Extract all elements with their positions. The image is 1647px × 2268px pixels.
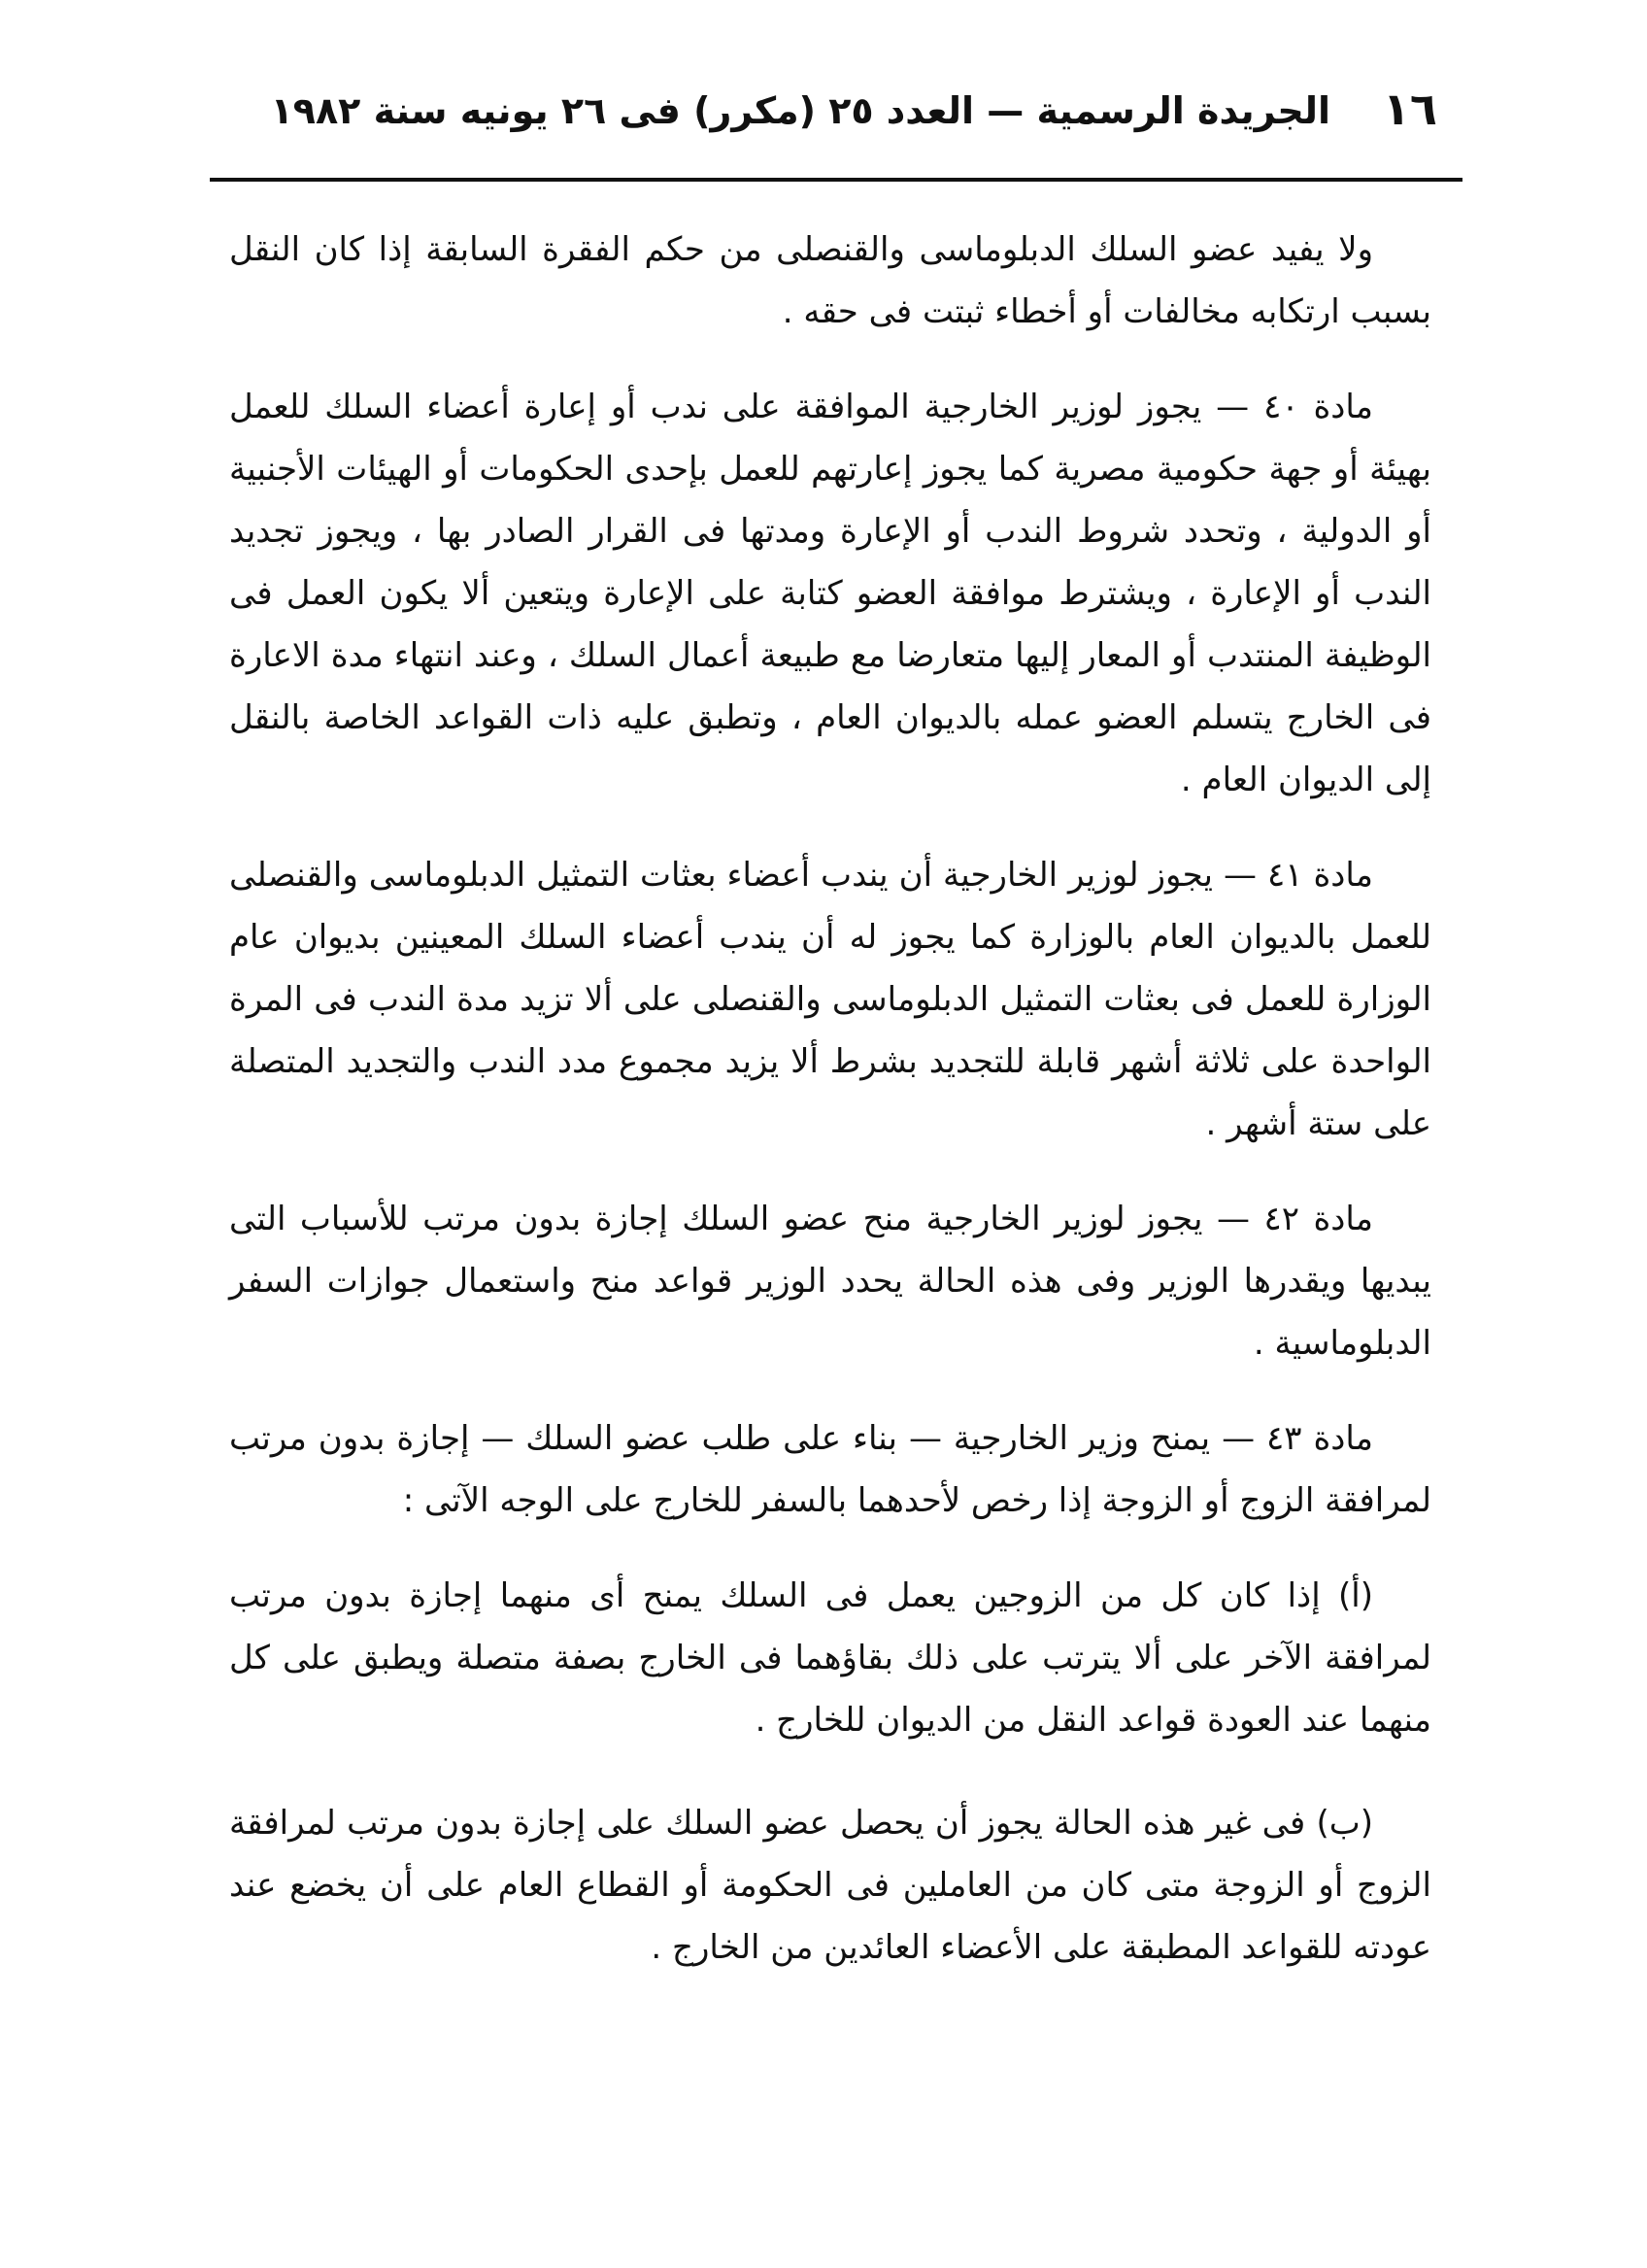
header-divider (210, 178, 1462, 182)
document-body (229, 219, 1431, 1979)
page-number: ١٦ (1382, 83, 1437, 135)
article-43-clause-b: (ب) فى غير هذه الحالة يجوز أن يحصل عضو السلك على إجازة بدون مرتب لمرافقة الزوج أو الزوجة متى كان من العاملين فى الحكومة أو القطاع العام على أن يخضع عند عودته للقواعد المطبقة على الأعضاء العائدين من الخارج . (229, 1804, 1431, 1967)
article-43: مادة ٤٣ — يمنح وزير الخارجية — بناء على طلب عضو السلك — إجازة بدون مرتب لمرافقة الزوج أو الزوجة إذا رخص لأحدهما بالسفر للخارج على الوجه الآتى : (229, 1419, 1431, 1520)
page-header (233, 80, 1437, 148)
paragraph-transfer-exception: ولا يفيد عضو السلك الدبلوماسى والقنصلى من حكم الفقرة السابقة إذا كان النقل بسبب ارتكابه مخالفات أو أخطاء ثبتت فى حقه . (229, 230, 1431, 331)
gazette-header-title: الجريدة الرسمية — العدد ٢٥ (مكرر) فى ٢٦ يونيه سنة ١٩٨٢ (270, 89, 1330, 132)
article-41: مادة ٤١ — يجوز لوزير الخارجية أن يندب أعضاء بعثات التمثيل الدبلوماسى والقنصلى للعمل بالديوان العام بالوزارة كما يجوز له أن يندب أعضاء السلك المعينين بديوان عام الوزارة للعمل فى بعثات التمثيل الدبلوماسى والقنصلى على ألا تزيد مدة الندب فى المرة الواحدة على ثلاثة أشهر قابلة للتجديد بشرط ألا يزيد مجموع مدد الندب والتجديد المتصلة على ستة أشهر . (229, 856, 1431, 1143)
article-42: مادة ٤٢ — يجوز لوزير الخارجية منح عضو السلك إجازة بدون مرتب للأسباب التى يبديها ويقدرها الوزير وفى هذه الحالة يحدد الوزير قواعد منح واستعمال جوازات السفر الدبلوماسية . (229, 1200, 1431, 1363)
article-40: مادة ٤٠ — يجوز لوزير الخارجية الموافقة على ندب أو إعارة أعضاء السلك للعمل بهيئة أو جهة حكومية مصرية كما يجوز إعارتهم للعمل بإحدى الحكومات أو الهيئات الأجنبية أو الدولية ، وتحدد شروط الندب أو الإعارة ومدتها فى القرار الصادر بها ، ويجوز تجديد الندب أو الإعارة ، ويشترط موافقة العضو كتابة على الإعارة ويتعين ألا يكون العمل فى الوظيفة المنتدب أو المعار إليها متعارضا مع طبيعة أعمال السلك ، وعند انتهاء مدة الاعارة فى الخارج يتسلم العضو عمله بالديوان العام ، وتطبق عليه ذات القواعد الخاصة بالنقل إلى الديوان العام . (229, 388, 1431, 799)
article-43-clause-a: (أ) إذا كان كل من الزوجين يعمل فى السلك يمنح أى منهما إجازة بدون مرتب لمرافقة الآخر على ألا يترتب على ذلك بقاؤهما فى الخارج بصفة متصلة ويطبق على كل منهما عند العودة قواعد النقل من الديوان للخارج . (229, 1576, 1431, 1740)
